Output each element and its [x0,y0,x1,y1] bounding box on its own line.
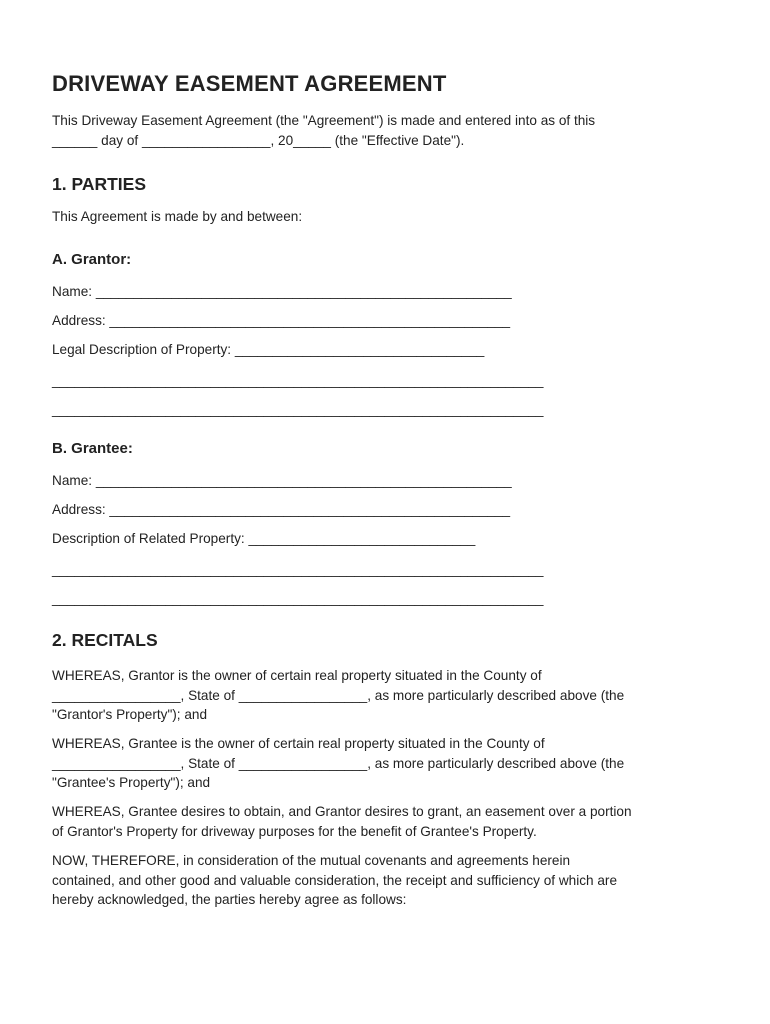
grantee-blank-line-2[interactable]: _________________________________________________________________ [52,591,544,606]
recitals-heading: 2. RECITALS [52,630,158,650]
grantor-blank-line-1[interactable]: _________________________________________________________________ [52,373,544,388]
grantor-name-field[interactable]: Name: _______________________________________________________ [52,284,512,299]
grantor-legal-description-field[interactable]: Legal Description of Property: _________________________________ [52,342,485,357]
grantee-name-field[interactable]: Name: _______________________________________________________ [52,473,512,488]
recital-4-line-3: hereby acknowledged, the parties hereby agree as follows: [52,892,407,907]
parties-intro: This Agreement is made by and between: [52,209,303,224]
grantee-related-property-field[interactable]: Description of Related Property: ______________________________ [52,531,476,546]
recital-1-line-3: "Grantor's Property"); and [52,707,208,722]
intro-paragraph [52,111,595,150]
recital-easement-desire [52,802,632,841]
recital-3-line-2: of Grantor's Property for driveway purposes for the benefit of Grantee's Property. [52,823,537,839]
recital-now-therefore [52,851,617,910]
grantor-heading: A. Grantor: [52,251,132,268]
grantor-blank-line-2[interactable]: _________________________________________________________________ [52,402,544,417]
document-title: DRIVEWAY EASEMENT AGREEMENT [52,71,447,96]
recital-3-line-1: WHEREAS, Grantee desires to obtain, and Grantor desires to grant, an easement over a portion [52,804,632,819]
recital-4-line-2: contained, and other good and valuable consideration, the receipt and sufficiency of which are [52,872,618,888]
intro-line-2: ______ day of _________________, 20_____ (the "Effective Date"). [52,132,465,148]
recital-4-line-1: NOW, THEREFORE, in consideration of the mutual covenants and agreements herein [52,853,571,868]
recital-grantor-ownership [52,666,624,725]
recital-grantee-ownership [52,734,624,793]
grantee-address-field[interactable]: Address: _____________________________________________________ [52,502,511,517]
recital-1-line-1: WHEREAS, Grantor is the owner of certain real property situated in the County of [52,668,542,683]
grantor-address-field[interactable]: Address: _____________________________________________________ [52,313,511,328]
grantee-heading: B. Grantee: [52,440,133,457]
grantee-blank-line-1[interactable]: _________________________________________________________________ [52,562,544,577]
intro-line-1: This Driveway Easement Agreement (the "Agreement") is made and entered into as of this [52,113,596,128]
recital-2-line-2: _________________, State of _________________, as more particularly described above (the [52,755,625,771]
recital-1-line-2: _________________, State of _________________, as more particularly described above (the [52,687,625,703]
recital-2-line-1: WHEREAS, Grantee is the owner of certain real property situated in the County of [52,736,545,751]
recital-2-line-3: "Grantee's Property"); and [52,775,211,790]
parties-heading: 1. PARTIES [52,174,147,194]
